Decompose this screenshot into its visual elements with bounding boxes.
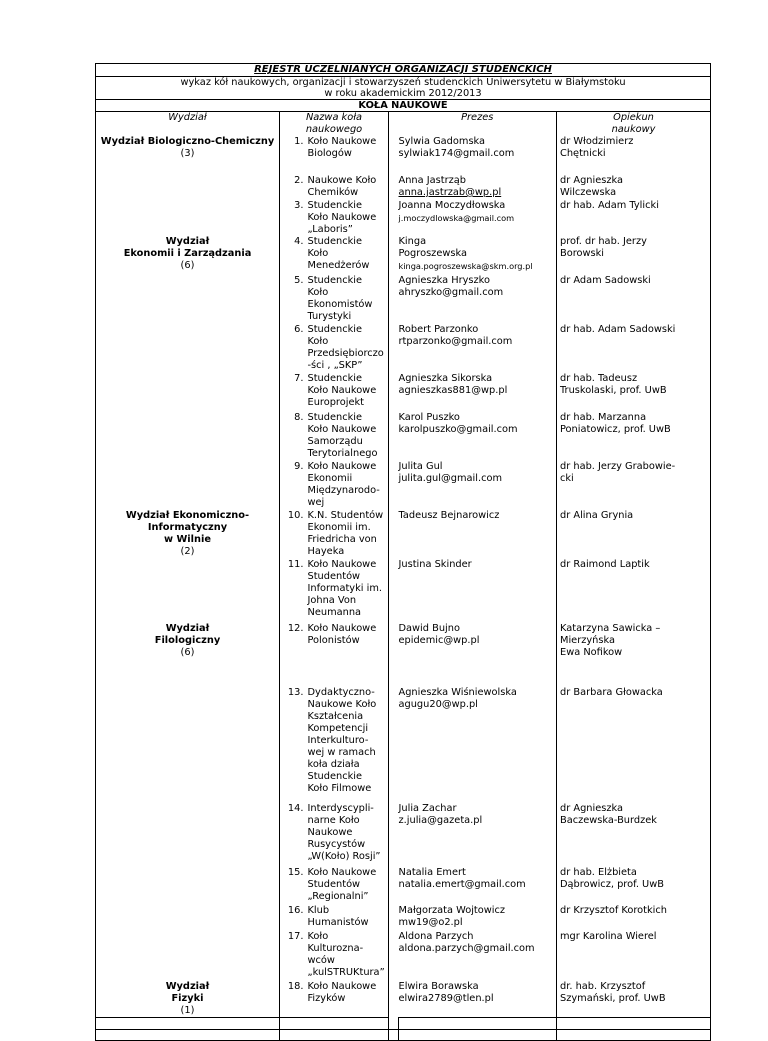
spacer-cell xyxy=(389,275,399,324)
supervisor-cell xyxy=(557,200,711,236)
faculty-cell xyxy=(96,461,280,510)
column-header-prezes: Prezes xyxy=(399,112,557,137)
faculty-count: (3) xyxy=(180,148,195,159)
supervisor-cell xyxy=(557,324,711,373)
cell-line: Studenckie xyxy=(307,200,363,211)
cell-line: julita.gul@gmail.com xyxy=(398,473,503,484)
cell-line: Julita Gul xyxy=(398,461,443,472)
cell-line: Koło Naukowe xyxy=(307,212,377,223)
supervisor-cell xyxy=(557,373,711,412)
faculty-cell xyxy=(96,559,280,623)
club-name xyxy=(308,803,389,867)
table-row xyxy=(96,461,711,510)
cell-line: Agnieszka Wiśniewolska xyxy=(398,687,517,698)
club-name xyxy=(308,905,389,931)
club-name xyxy=(308,687,389,803)
table-row xyxy=(96,559,711,623)
cell-line: Koło xyxy=(307,931,329,942)
table-row xyxy=(96,803,711,867)
president-cell xyxy=(399,200,557,236)
cell-line: j.moczydlowska@gmail.com xyxy=(398,213,515,223)
cell-line: Koło Naukowe xyxy=(307,385,377,396)
empty-row xyxy=(96,1018,711,1030)
empty-cell xyxy=(399,1018,557,1030)
cell-line: agnieszkas881@wp.pl xyxy=(398,385,508,396)
row-number: 11. xyxy=(287,559,304,570)
cell-line: Anna Jastrząb xyxy=(398,175,466,186)
cell-line: dr hab. Adam Sadowski xyxy=(560,324,676,335)
president-cell xyxy=(399,175,557,200)
cell-line: Natalia Emert xyxy=(398,867,466,878)
cell-line: Szymański, prof. UwB xyxy=(560,993,666,1004)
empty-cell xyxy=(399,1030,557,1041)
row-number: 7. xyxy=(294,373,304,384)
column-header-nazwa-line: Nazwa koła xyxy=(305,112,363,123)
faculty-count: (1) xyxy=(180,1005,195,1016)
cell-line: Ekonomistów xyxy=(307,299,373,310)
column-header-opiekun xyxy=(557,112,711,137)
cell-line: Borowski xyxy=(560,248,605,259)
club-name xyxy=(308,136,389,175)
cell-line: Samorządu xyxy=(307,436,363,447)
supervisor-cell xyxy=(557,803,711,867)
subtitle-line-1: wykaz kół naukowych, organizacji i stowarzyszeń studenckich Uniwersytetu w Białymstoku xyxy=(180,77,626,88)
cell-line: K.N. Studentów xyxy=(307,510,384,521)
document-title: REJESTR UCZELNIANYCH ORGANIZACJI STUDENCKICH xyxy=(96,64,711,77)
empty-cell xyxy=(280,1030,389,1041)
president-cell xyxy=(399,687,557,803)
faculty-cell xyxy=(96,412,280,461)
cell-line: Poniatowicz, prof. UwB xyxy=(560,424,671,435)
supervisor-cell xyxy=(557,236,711,275)
supervisor-cell xyxy=(557,981,711,1018)
row-number: 18. xyxy=(287,981,304,992)
cell-line: „Regionalni” xyxy=(307,891,369,902)
cell-line: Polonistów xyxy=(307,635,360,646)
row-number: 14. xyxy=(287,803,304,814)
cell-line: Informatyki im. xyxy=(307,583,382,594)
cell-line: Agnieszka Sikorska xyxy=(398,373,493,384)
supervisor-cell xyxy=(557,175,711,200)
spacer-cell xyxy=(389,461,399,510)
supervisor-cell xyxy=(557,687,711,803)
faculty-cell xyxy=(96,136,280,175)
cell-line: Europrojekt xyxy=(307,397,364,408)
empty-cell xyxy=(280,1018,389,1030)
spacer-cell xyxy=(389,324,399,373)
cell-line: narne Koło xyxy=(307,815,360,826)
spacer-cell xyxy=(389,412,399,461)
cell-line: Wydział xyxy=(165,623,210,634)
president-cell xyxy=(399,275,557,324)
cell-line: karolpuszko@gmail.com xyxy=(398,424,518,435)
cell-line: Agnieszka Hryszko xyxy=(398,275,491,286)
row-number: 13. xyxy=(287,687,304,698)
cell-line: agugu20@wp.pl xyxy=(398,699,478,710)
cell-line: „kulSTRUKtura” xyxy=(307,967,385,978)
club-name xyxy=(308,981,389,1018)
cell-line: Koło Naukowe xyxy=(307,867,377,878)
cell-line: Małgorzata Wojtowicz xyxy=(398,905,506,916)
cell-line: Wilczewska xyxy=(560,187,617,198)
table-row xyxy=(96,981,711,1018)
cell-line: Ekonomii xyxy=(307,473,353,484)
row-number: 12. xyxy=(287,623,304,634)
cell-line: dr Agnieszka xyxy=(560,175,623,186)
cell-line: Naukowe Koło xyxy=(307,175,377,186)
cell-line: Katarzyna Sawicka – xyxy=(560,623,661,634)
cell-line: Studenckie xyxy=(307,412,363,423)
cell-line: dr Alina Grynia xyxy=(560,510,634,521)
row-number: 6. xyxy=(294,324,304,335)
cell-line: Interdyscypli- xyxy=(307,803,374,814)
cell-line: elwira2789@tlen.pl xyxy=(398,993,494,1004)
cell-line: prof. dr hab. Jerzy xyxy=(560,236,647,247)
cell-line: Koło Naukowe xyxy=(307,424,377,435)
table-row xyxy=(96,623,711,687)
cell-line: Międzynarodo- xyxy=(307,485,380,496)
table-row xyxy=(96,236,711,275)
cell-line: Naukowe xyxy=(307,827,353,838)
supervisor-cell xyxy=(557,623,711,687)
cell-line: Biologów xyxy=(307,148,352,159)
cell-line: Robert Parzonko xyxy=(398,324,479,335)
spacer-cell xyxy=(389,867,399,905)
cell-line: Humanistów xyxy=(307,917,369,928)
cell-line: z.julia@gazeta.pl xyxy=(398,815,483,826)
cell-line: Ekonomii i Zarządzania xyxy=(123,248,252,259)
table-row xyxy=(96,200,711,236)
president-cell xyxy=(399,510,557,559)
supervisor-cell xyxy=(557,136,711,175)
cell-line: Baczewska-Burdzek xyxy=(560,815,657,826)
supervisor-cell xyxy=(557,559,711,623)
cell-line: Studenckie xyxy=(307,771,363,782)
faculty-cell xyxy=(96,200,280,236)
cell-line: Studenckie xyxy=(307,373,363,384)
cell-line: Informatyczny xyxy=(147,522,228,533)
document-subtitle xyxy=(96,77,711,100)
cell-line: Studentów xyxy=(307,879,361,890)
cell-line: dr Krzysztof Korotkich xyxy=(560,905,667,916)
cell-line: Turystyki xyxy=(307,311,352,322)
spacer-cell xyxy=(389,373,399,412)
cell-line: wej w ramach xyxy=(307,747,376,758)
table-row xyxy=(96,175,711,200)
club-name xyxy=(308,324,389,373)
cell-line: Tadeusz Bejnarowicz xyxy=(398,510,500,521)
cell-line: Truskolaski, prof. UwB xyxy=(560,385,667,396)
cell-line: ahryszko@gmail.com xyxy=(398,287,504,298)
cell-line: Terytorialnego xyxy=(307,448,378,459)
spacer-cell xyxy=(389,623,399,687)
spacer-cell xyxy=(389,559,399,623)
cell-line: Koło Naukowe xyxy=(307,559,377,570)
president-cell xyxy=(399,981,557,1018)
row-number: 9. xyxy=(294,461,304,472)
cell-line: dr hab. Marzanna xyxy=(560,412,647,423)
spacer-cell xyxy=(389,136,399,175)
faculty-cell xyxy=(96,175,280,200)
cell-line: Wydział Biologiczno-Chemiczny xyxy=(100,136,275,147)
spacer-cell xyxy=(389,803,399,867)
row-number: 3. xyxy=(294,200,304,211)
cell-line: Rusycystów xyxy=(307,839,366,850)
cell-line: dr hab. Elżbieta xyxy=(560,867,637,878)
cell-line: -ści , „SKP” xyxy=(307,360,363,371)
cell-line: Studenckie xyxy=(307,236,363,247)
cell-line: Koło Filmowe xyxy=(307,783,372,794)
cell-line: dr Raimond Laptik xyxy=(560,559,650,570)
spacer-cell xyxy=(389,200,399,236)
cell-line: Justina Skinder xyxy=(398,559,472,570)
faculty-cell xyxy=(96,931,280,981)
cell-line: Koło xyxy=(307,336,329,347)
supervisor-cell xyxy=(557,867,711,905)
cell-line: Wydział xyxy=(165,981,210,992)
cell-line: Wydział xyxy=(165,236,210,247)
table-row xyxy=(96,136,711,175)
table-row xyxy=(96,931,711,981)
cell-line: Fizyki xyxy=(171,993,204,1004)
president-cell xyxy=(399,324,557,373)
cell-line: Studenckie xyxy=(307,275,363,286)
president-cell xyxy=(399,236,557,275)
faculty-cell xyxy=(96,803,280,867)
cell-line: anna.jastrzab@wp.pl xyxy=(398,187,502,198)
cell-line: natalia.emert@gmail.com xyxy=(398,879,526,890)
column-header-nazwa xyxy=(280,112,389,137)
cell-line: Hayeka xyxy=(307,546,345,557)
cell-line: Naukowe Koło xyxy=(307,699,377,710)
cell-line: Ewa Nofikow xyxy=(560,647,623,658)
cell-line: mgr Karolina Wierel xyxy=(560,931,657,942)
cell-line: koła działa xyxy=(307,759,360,770)
club-name xyxy=(308,373,389,412)
club-name xyxy=(308,236,389,275)
table-row xyxy=(96,373,711,412)
cell-line: Wydział Ekonomiczno- xyxy=(125,510,250,521)
cell-line: cki xyxy=(560,473,574,484)
column-header-opiekun-line: naukowy xyxy=(611,124,656,135)
cell-line: sylwiak174@gmail.com xyxy=(398,148,515,159)
faculty-cell xyxy=(96,623,280,687)
cell-line: Pogroszewska xyxy=(398,248,467,259)
faculty-cell xyxy=(96,867,280,905)
empty-row xyxy=(96,1030,711,1041)
cell-line: Joanna Moczydłowska xyxy=(398,200,506,211)
cell-line: Dąbrowicz, prof. UwB xyxy=(560,879,664,890)
president-cell xyxy=(399,559,557,623)
supervisor-cell xyxy=(557,275,711,324)
president-cell xyxy=(399,623,557,687)
club-name xyxy=(308,412,389,461)
cell-line: Kształcenia xyxy=(307,711,364,722)
club-name xyxy=(308,275,389,324)
club-name xyxy=(308,931,389,981)
cell-line: dr Adam Sadowski xyxy=(560,275,651,286)
row-number: 16. xyxy=(287,905,304,916)
table-row xyxy=(96,275,711,324)
spacer-cell xyxy=(389,175,399,200)
table-row xyxy=(96,905,711,931)
register-table xyxy=(95,63,711,1041)
faculty-count: (6) xyxy=(180,647,195,658)
cell-line: Koło xyxy=(307,248,329,259)
cell-line: Filologiczny xyxy=(154,635,221,646)
cell-line: dr hab. Tadeusz xyxy=(560,373,638,384)
cell-line: Kulturozna- xyxy=(307,943,364,954)
table-row xyxy=(96,324,711,373)
faculty-cell xyxy=(96,905,280,931)
cell-line: Koło Naukowe xyxy=(307,461,377,472)
cell-line: Kompetencji xyxy=(307,723,369,734)
supervisor-cell xyxy=(557,461,711,510)
faculty-cell xyxy=(96,236,280,275)
cell-line: rtparzonko@gmail.com xyxy=(398,336,513,347)
cell-line: Menedżerów xyxy=(307,260,370,271)
cell-line: Chemików xyxy=(307,187,359,198)
row-number: 2. xyxy=(294,175,304,186)
section-heading: KOŁA NAUKOWE xyxy=(96,100,711,112)
cell-line: Koło xyxy=(307,287,329,298)
cell-line: Interkulturo- xyxy=(307,735,369,746)
supervisor-cell xyxy=(557,412,711,461)
cell-line: dr Barbara Głowacka xyxy=(560,687,663,698)
faculty-cell xyxy=(96,510,280,559)
empty-cell xyxy=(96,1030,280,1041)
cell-line: aldona.parzych@gmail.com xyxy=(398,943,535,954)
row-number: 17. xyxy=(287,931,304,942)
cell-line: Karol Puszko xyxy=(398,412,460,423)
empty-cell xyxy=(557,1030,711,1041)
faculty-cell xyxy=(96,275,280,324)
cell-line: wej xyxy=(307,497,325,508)
cell-line: w Wilnie xyxy=(164,534,211,545)
column-header-opiekun-line: Opiekun xyxy=(613,112,654,123)
table-row xyxy=(96,412,711,461)
subtitle-line-2: w roku akademickim 2012/2013 xyxy=(324,88,482,99)
empty-cell xyxy=(557,1018,711,1030)
spacer-cell xyxy=(389,931,399,981)
faculty-count: (6) xyxy=(180,260,195,271)
cell-line: Mierzyńska xyxy=(560,635,615,646)
cell-line: Koło Naukowe xyxy=(307,981,377,992)
cell-line: Dydaktyczno- xyxy=(307,687,375,698)
spacer-cell xyxy=(389,905,399,931)
cell-line: Koło Naukowe xyxy=(307,136,377,147)
cell-line: dr Włodzimierz xyxy=(560,136,634,147)
president-cell xyxy=(399,461,557,510)
spacer-cell xyxy=(389,510,399,559)
cell-line: Studenckie xyxy=(307,324,363,335)
cell-line: Julia Zachar xyxy=(398,803,457,814)
empty-cell xyxy=(96,1018,280,1030)
club-name xyxy=(308,559,389,623)
supervisor-cell xyxy=(557,931,711,981)
faculty-cell xyxy=(96,981,280,1018)
cell-line: Klub xyxy=(307,905,330,916)
club-name xyxy=(308,623,389,687)
cell-line: Koło Naukowe xyxy=(307,623,377,634)
cell-line: „W(Koło) Rosji” xyxy=(307,851,381,862)
president-cell xyxy=(399,905,557,931)
column-header-wydzial: Wydział xyxy=(96,112,280,137)
row-number: 5. xyxy=(294,275,304,286)
row-number: 1. xyxy=(294,136,304,147)
cell-line: Aldona Parzych xyxy=(398,931,474,942)
table-row xyxy=(96,510,711,559)
cell-line: Chętnicki xyxy=(560,148,606,159)
row-number: 15. xyxy=(287,867,304,878)
register-document xyxy=(95,63,710,1041)
cell-line: Dawid Bujno xyxy=(398,623,460,634)
cell-line: Friedricha von xyxy=(307,534,377,545)
supervisor-cell xyxy=(557,510,711,559)
faculty-cell xyxy=(96,687,280,803)
cell-line: dr. hab. Krzysztof xyxy=(560,981,646,992)
cell-line: wców xyxy=(307,955,335,966)
cell-line: mw19@o2.pl xyxy=(398,917,463,928)
club-name xyxy=(308,867,389,905)
president-cell xyxy=(399,373,557,412)
cell-line: dr hab. Jerzy Grabowie- xyxy=(560,461,676,472)
president-cell xyxy=(399,931,557,981)
cell-line: kinga.pogroszewska@skm.org.pl xyxy=(398,261,533,271)
column-header-nazwa-line: naukowego xyxy=(305,124,363,135)
row-number: 10. xyxy=(287,510,304,521)
supervisor-cell xyxy=(557,905,711,931)
cell-line: Neumanna xyxy=(307,607,362,618)
cell-line: Sylwia Gadomska xyxy=(398,136,486,147)
row-number: 4. xyxy=(294,236,304,247)
club-name xyxy=(308,510,389,559)
faculty-count: (2) xyxy=(180,546,195,557)
cell-line: Kinga xyxy=(398,236,427,247)
faculty-cell xyxy=(96,373,280,412)
club-name xyxy=(308,175,389,200)
cell-line: Elwira Borawska xyxy=(398,981,479,992)
president-cell xyxy=(399,803,557,867)
table-row xyxy=(96,867,711,905)
cell-line: Fizyków xyxy=(307,993,346,1004)
cell-line: „Laboris” xyxy=(307,224,353,235)
president-cell xyxy=(399,412,557,461)
spacer-cell xyxy=(389,981,399,1018)
cell-line: dr hab. Adam Tylicki xyxy=(560,200,659,211)
spacer-cell xyxy=(389,687,399,803)
faculty-cell xyxy=(96,324,280,373)
cell-line: Przedsiębiorczo xyxy=(307,348,384,359)
cell-line: Johna Von xyxy=(307,595,357,606)
cell-line: dr Agnieszka xyxy=(560,803,623,814)
cell-line: Ekonomii im. xyxy=(307,522,371,533)
cell-line: epidemic@wp.pl xyxy=(398,635,480,646)
spacer-cell xyxy=(389,236,399,275)
row-number: 8. xyxy=(294,412,304,423)
empty-cell xyxy=(389,1018,399,1030)
president-cell xyxy=(399,136,557,175)
club-name xyxy=(308,461,389,510)
empty-cell xyxy=(389,1030,399,1041)
table-row xyxy=(96,687,711,803)
club-name xyxy=(308,200,389,236)
cell-line: Studentów xyxy=(307,571,361,582)
president-cell xyxy=(399,867,557,905)
